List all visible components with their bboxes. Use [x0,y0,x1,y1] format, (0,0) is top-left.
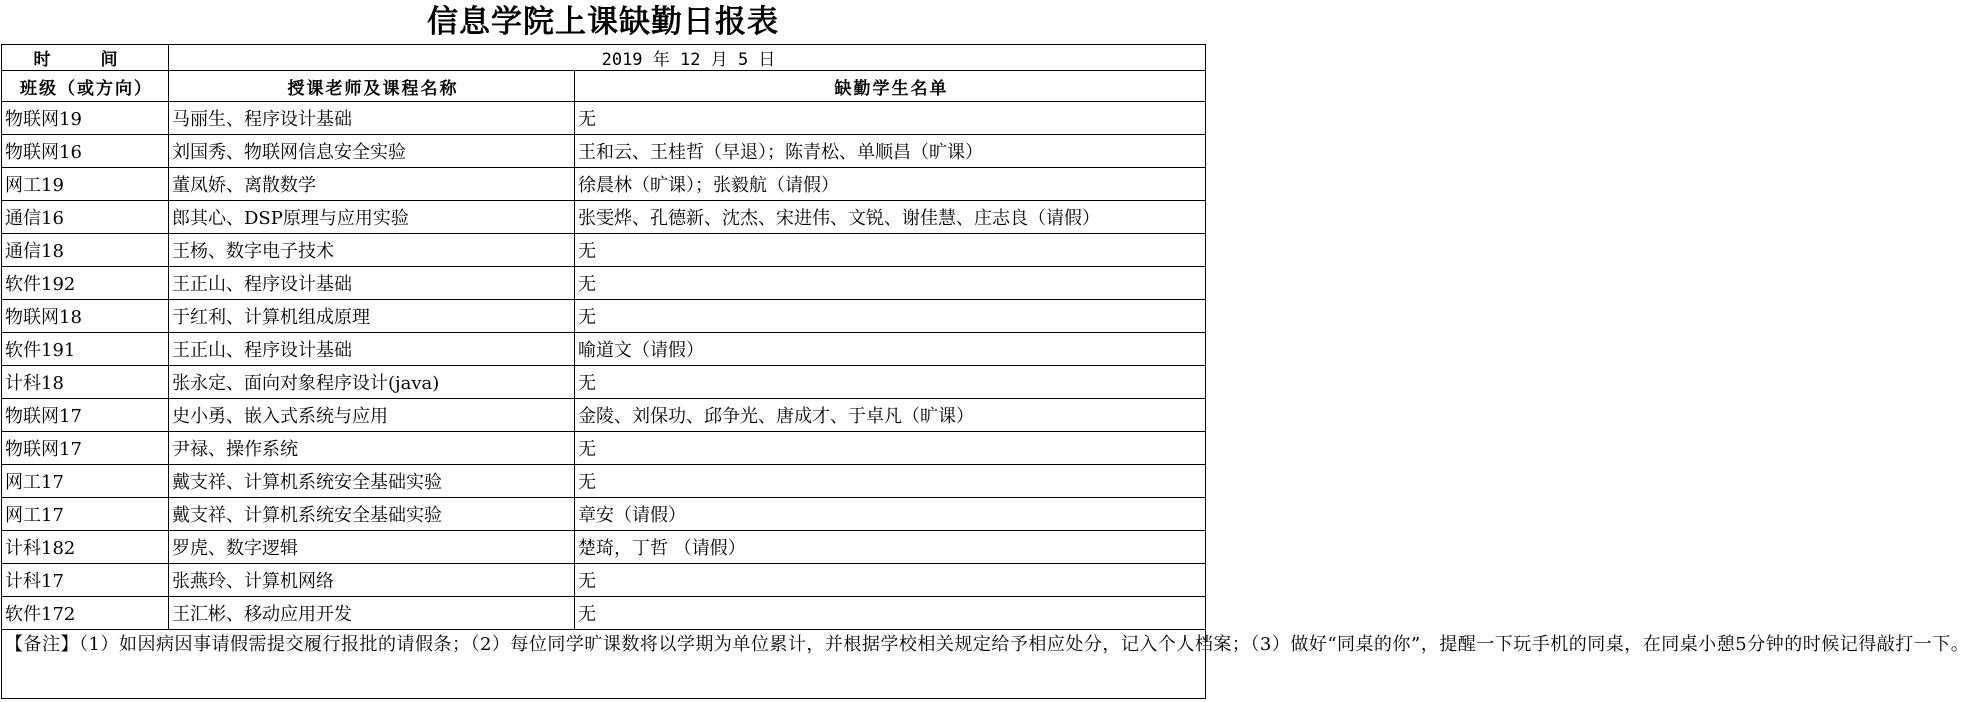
table-row [2,300,1206,333]
table-row [2,531,1206,564]
table-row [2,399,1206,432]
absent-students-cell: 喻道文（请假） [575,333,1206,366]
class-cell: 计科18 [2,366,169,399]
class-cell: 物联网16 [2,135,169,168]
absent-students-cell: 无 [575,366,1206,399]
absent-students-cell: 无 [575,432,1206,465]
teacher-course-cell: 王汇彬、移动应用开发 [169,597,575,630]
absent-students-cell: 无 [575,234,1206,267]
table-row [2,465,1206,498]
header-class: 班级（或方向） [2,71,169,102]
header-row [2,71,1206,102]
class-cell: 通信18 [2,234,169,267]
class-cell: 软件172 [2,597,169,630]
class-cell: 软件191 [2,333,169,366]
absent-students-cell: 无 [575,564,1206,597]
class-cell: 计科182 [2,531,169,564]
teacher-course-cell: 刘国秀、物联网信息安全实验 [169,135,575,168]
header-absent-students: 缺勤学生名单 [575,71,1206,102]
time-label: 时 间 [2,45,169,71]
class-cell: 物联网17 [2,432,169,465]
table-row [2,102,1206,135]
note-row [2,630,1206,699]
table-row [2,201,1206,234]
absent-students-cell: 金陵、刘保功、邱争光、唐成才、于卓凡（旷课） [575,399,1206,432]
absent-students-cell: 无 [575,597,1206,630]
table-row [2,564,1206,597]
class-cell: 软件192 [2,267,169,300]
attendance-table-body [2,45,1969,699]
table-row [2,432,1206,465]
absent-students-cell: 张雯烨、孔德新、沈杰、宋进伟、文锐、谢佳慧、庄志良（请假） [575,201,1206,234]
absent-students-cell: 无 [575,102,1206,135]
absent-students-cell: 无 [575,300,1206,333]
table-row [2,135,1206,168]
teacher-course-cell: 戴支祥、计算机系统安全基础实验 [169,465,575,498]
class-cell: 计科17 [2,564,169,597]
table-row [2,597,1206,630]
absent-students-cell: 无 [575,465,1206,498]
table-row [2,267,1206,300]
date-row [2,45,1206,71]
teacher-course-cell: 张永定、面向对象程序设计(java) [169,366,575,399]
class-cell: 物联网17 [2,399,169,432]
teacher-course-cell: 史小勇、嵌入式系统与应用 [169,399,575,432]
class-cell: 物联网19 [2,102,169,135]
absent-students-cell: 王和云、王桂哲（早退）；陈青松、单顺昌（旷课） [575,135,1206,168]
teacher-course-cell: 王杨、数字电子技术 [169,234,575,267]
absent-students-cell: 楚琦，丁哲 （请假） [575,531,1206,564]
teacher-course-cell: 尹禄、操作系统 [169,432,575,465]
header-teacher-course: 授课老师及课程名称 [169,71,575,102]
class-cell: 物联网18 [2,300,169,333]
report-title: 信息学院上课缺勤日报表 [427,4,779,40]
teacher-course-cell: 董凤娇、离散数学 [169,168,575,201]
teacher-course-cell: 郎其心、DSP原理与应用实验 [169,201,575,234]
table-row [2,366,1206,399]
absent-students-cell: 章安（请假） [575,498,1206,531]
teacher-course-cell: 张燕玲、计算机网络 [169,564,575,597]
remarks-note: 【备注】（1）如因病因事请假需提交履行报批的请假条；（2）每位同学旷课数将以学期为单位累计，并根据学校相关规定给予相应处分，记入个人档案；（3）做好“同桌的你”，提醒一下玩手机的同桌，在同桌小憩5分钟的时候记得敲打一下。 [2,630,1206,699]
teacher-course-cell: 王正山、程序设计基础 [169,333,575,366]
teacher-course-cell: 马丽生、程序设计基础 [169,102,575,135]
attendance-table [1,44,1969,699]
class-cell: 通信16 [2,201,169,234]
class-cell: 网工19 [2,168,169,201]
teacher-course-cell: 戴支祥、计算机系统安全基础实验 [169,498,575,531]
teacher-course-cell: 罗虎、数字逻辑 [169,531,575,564]
teacher-course-cell: 王正山、程序设计基础 [169,267,575,300]
class-cell: 网工17 [2,498,169,531]
table-row [2,234,1206,267]
table-row [2,498,1206,531]
report-date: 2019 年 12 月 5 日 [169,45,1206,71]
table-row [2,168,1206,201]
teacher-course-cell: 于红利、计算机组成原理 [169,300,575,333]
absent-students-cell: 徐晨林（旷课）；张毅航（请假） [575,168,1206,201]
table-row [2,333,1206,366]
absent-students-cell: 无 [575,267,1206,300]
class-cell: 网工17 [2,465,169,498]
